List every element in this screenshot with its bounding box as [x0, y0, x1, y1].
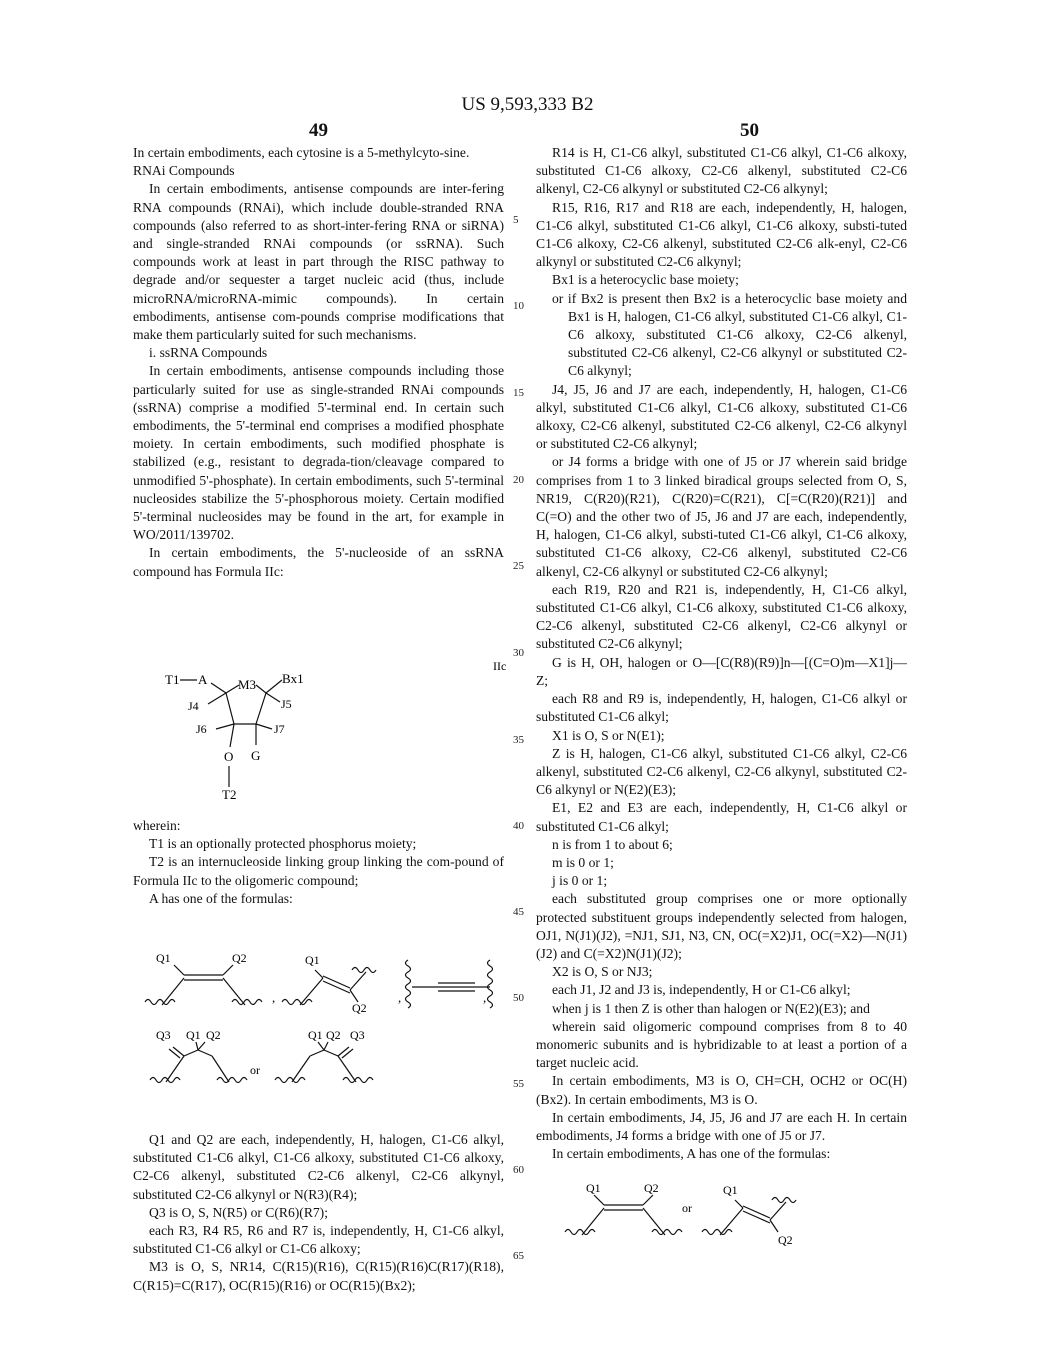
paragraph: each R3, R4 R5, R6 and R7 is, independently, H, C1-C6 alkyl, substituted C1-C6 alkyl or C1-C6 alkoxy;: [133, 1223, 504, 1257]
line-number: 60: [513, 1164, 524, 1176]
paragraph: n is from 1 to about 6;: [552, 836, 673, 852]
line-number: 45: [513, 906, 524, 918]
paragraph: E1, E2 and E3 are each, independently, H, C1-C6 alkyl or substituted C1-C6 alkyl;: [536, 800, 907, 834]
q1-label: Q1: [723, 1183, 738, 1197]
q2-label: Q2: [206, 1028, 221, 1042]
paragraph: J4, J5, J6 and J7 are each, independently, H, halogen, C1-C6 alkyl, substituted C1-C6 alkyl, C1-C6 alkoxy, substituted C1-C6 alkoxy, C2-C6 alkenyl, substituted C2-C6 alkenyl, C2-C6 alkynyl or substituted C2-C6 alkynyl;: [536, 381, 907, 452]
formula-iic-structure: [160, 660, 520, 800]
left-column-middle: [133, 817, 504, 908]
g-label: G: [251, 748, 261, 763]
paragraph: A has one of the formulas:: [149, 890, 293, 906]
q1-label: Q1: [305, 953, 320, 967]
paragraph: M3 is O, S, NR14, C(R15)(R16), C(R15)(R16)C(R17)(R18), C(R15)=C(R17), OC(R15)(R16) or OC(R15)(Bx2);: [133, 1259, 504, 1293]
line-number: 30: [513, 647, 524, 659]
right-column: [536, 144, 907, 1163]
paragraph: Q3 is O, S, N(R5) or C(R6)(R7);: [149, 1204, 328, 1220]
paragraph: R15, R16, R17 and R18 are each, independently, H, halogen, C1-C6 alkyl, substituted C1-C6 alkyl, C1-C6 alkoxy, substi-tuted C1-C6 alkoxy, C2-C6 alkenyl, substituted C2-C6 alk-enyl, C2-C6 alkynyl or substituted C2-C6 alkynyl;: [536, 199, 907, 270]
comma: ,: [398, 990, 402, 1005]
line-number: 65: [513, 1250, 524, 1262]
paragraph: Z is H, halogen, C1-C6 alkyl, substituted C1-C6 alkyl, C2-C6 alkenyl, substituted C2-C6 alkenyl, C2-C6 alkynyl, substituted C2-C6 alkynyl or N(E2)(E3);: [536, 745, 907, 798]
q2-label: Q2: [326, 1028, 341, 1042]
q3-label: Q3: [350, 1028, 365, 1042]
page-number-left: 49: [309, 120, 328, 141]
q3-label: Q3: [156, 1028, 171, 1042]
paragraph: wherein said oligomeric compound comprises from 8 to 40 monomeric subunits and is hybridizable to at least a portion of a target nucleic acid.: [536, 1018, 907, 1071]
bx1-label: Bx1: [282, 671, 304, 686]
line-number: 5: [513, 214, 519, 226]
paragraph: In certain embodiments, M3 is O, CH=CH, OCH2 or OC(H)(Bx2). In certain embodiments, M3 is O.: [536, 1073, 907, 1107]
paragraph: Bx1 is a heterocyclic base moiety;: [552, 272, 739, 288]
j4-label: J4: [188, 699, 199, 713]
j6-label: J6: [196, 722, 207, 736]
paragraph: T1 is an optionally protected phosphorus moiety;: [149, 836, 417, 852]
q2-label: Q2: [232, 951, 247, 965]
j5-label: J5: [281, 697, 292, 711]
paragraph: In certain embodiments, antisense compounds are inter-fering RNA compounds (RNAi), which include double-stranded RNA compounds (also referred to as short-inter-fering RNA or siRNA) and single-stranded RNAi compounds (or ssRNA). Such compounds work at least in part through the RISC pathway to degrade and/or sequester a target nucleic acid (thus, include microRNA/microRNA-mimic compounds). In certain embodiments, antisense com-pounds comprise modifications that make them particularly suited for such mechanisms.: [133, 181, 504, 343]
paragraph: In certain embodiments, the 5'-nucleoside of an ssRNA compound has Formula IIc:: [133, 545, 504, 579]
q1-label: Q1: [308, 1028, 323, 1042]
paragraph: wherein:: [133, 818, 181, 833]
comma: ,: [483, 990, 487, 1005]
formula-a-right-structures: [560, 1180, 860, 1260]
paragraph: when j is 1 then Z is other than halogen or N(E2)(E3); and: [552, 1000, 870, 1016]
paragraph: or if Bx2 is present then Bx2 is a heterocyclic base moiety and Bx1 is H, halogen, C1-C6 alkyl, substituted C1-C6 alkyl, C1-C6 alkoxy, substituted C1-C6 alkoxy, C2-C6 alkenyl, substituted C2-C6 alkenyl, C2-C6 alkynyl or substituted C2-C6 alkynyl;: [552, 290, 907, 379]
paragraph: each R8 and R9 is, independently, H, halogen, C1-C6 alkyl or substituted C1-C6 alkyl;: [536, 691, 907, 725]
t2-label: T2: [222, 787, 237, 800]
line-number: 50: [513, 992, 524, 1004]
paragraph: each R19, R20 and R21 is, independently, H, C1-C6 alkyl, substituted C1-C6 alkyl, C1-C6 alkoxy, substituted C1-C6 alkoxy, C2-C6 alkenyl, substituted C2-C6 alkenyl, C2-C6 alkynyl or substituted C2-C6 alkynyl;: [536, 581, 907, 652]
line-number: 55: [513, 1078, 524, 1090]
page-number-right: 50: [740, 120, 759, 141]
or-text: or: [682, 1201, 692, 1215]
or-text: or: [250, 1063, 260, 1077]
section-heading: i. ssRNA Compounds: [149, 345, 268, 361]
line-number: 35: [513, 734, 524, 746]
paragraph: Q1 and Q2 are each, independently, H, halogen, C1-C6 alkyl, substituted C1-C6 alkyl, C1-C6 alkoxy, substituted C1-C6 alkoxy, C2-C6 alkenyl, substituted C2-C6 alkenyl, C2-C6 alkynyl, substituted C2-C6 alkynyl or N(R3)(R4);: [133, 1132, 504, 1202]
q2-label: Q2: [352, 1001, 367, 1015]
paragraph: j is 0 or 1;: [552, 873, 608, 889]
paragraph: In certain embodiments, J4, J5, J6 and J7 are each H. In certain embodiments, J4 forms a bridge with one of J5 or J7.: [536, 1109, 907, 1143]
q1-label: Q1: [586, 1181, 601, 1195]
comma: ,: [272, 990, 276, 1005]
formula-label: IIc: [493, 660, 507, 673]
paragraph: T2 is an internucleoside linking group linking the com-pound of Formula IIc to the oligomeric compound;: [133, 854, 504, 888]
line-number: 40: [513, 820, 524, 832]
formula-a-structures: [140, 950, 510, 1095]
line-number: 10: [513, 300, 524, 312]
left-column-top: [133, 144, 504, 581]
o-label: O: [224, 749, 234, 764]
q1-label: Q1: [156, 951, 171, 965]
paragraph: R14 is H, C1-C6 alkyl, substituted C1-C6 alkyl, C1-C6 alkoxy, substituted C1-C6 alkoxy, C2-C6 alkenyl, substituted C2-C6 alkenyl, C2-C6 alkynyl or substituted C2-C6 alkynyl;: [536, 145, 907, 197]
m3-label: M3: [238, 677, 257, 692]
section-heading: RNAi Compounds: [133, 163, 235, 179]
patent-number: US 9,593,333 B2: [461, 94, 594, 115]
line-number: 20: [513, 474, 524, 486]
paragraph: In certain embodiments, A has one of the formulas:: [552, 1146, 831, 1162]
paragraph: each substituted group comprises one or more optionally protected substituent groups independently selected from halogen, OJ1, N(J1)(J2), =NJ1, SJ1, N3, CN, OC(=X2)J1, OC(=X2)—N(J1)(J2) and C(=X2)N(J1)(J2);: [536, 891, 907, 961]
q2-label: Q2: [778, 1233, 793, 1247]
paragraph: In certain embodiments, each cytosine is a 5-methylcyto-sine.: [133, 145, 470, 160]
paragraph: In certain embodiments, antisense compounds including those particularly suited for use as single-stranded RNAi compounds (ssRNA) comprise a modified 5'-terminal end. In certain such embodiments, the 5'-terminal end comprises a modified phosphate moiety. In certain embodiments, such modified phosphate is stabilized (e.g., resistant to degrada-tion/cleavage compared to unmodified 5'-phosphate). In certain embodiments, such 5'-terminal nucleosides stabilize the 5'-phosphorous moiety. Certain modified 5'-terminal nucleosides may be found in the art, for example in WO/2011/139702.: [133, 363, 504, 543]
a-label: A: [198, 672, 208, 687]
line-number: 15: [513, 387, 524, 399]
line-number: 25: [513, 560, 524, 572]
paragraph: X2 is O, S or NJ3;: [552, 964, 653, 980]
left-column-bottom: [133, 1131, 504, 1295]
paragraph: or J4 forms a bridge with one of J5 or J7 wherein said bridge comprises from 1 to 3 linked biradical groups selected from O, S, NR19, C(R20)(R21), C(R20)=C(R21), C[=C(R20)(R21)] and C(=O) and the other two of J5, J6 and J7 are each, independently, H, halogen, C1-C6 alkyl, substi-tuted C1-C6 alkyl, C1-C6 alkoxy, substituted C1-C6 alkoxy, C2-C6 alkenyl, substituted C2-C6 alkenyl, C2-C6 alkynyl or substituted C2-C6 alkynyl;: [536, 454, 907, 579]
paragraph: X1 is O, S or N(E1);: [552, 727, 665, 743]
j7-label: J7: [274, 722, 285, 736]
q2-label: Q2: [644, 1181, 659, 1195]
paragraph: each J1, J2 and J3 is, independently, H or C1-C6 alkyl;: [552, 982, 851, 998]
paragraph: m is 0 or 1;: [552, 854, 614, 870]
paragraph: G is H, OH, halogen or O—[C(R8)(R9)]n—[(C=O)m—X1]j—Z;: [536, 654, 907, 688]
q1-label: Q1: [186, 1028, 201, 1042]
t1-label: T1: [165, 672, 180, 687]
